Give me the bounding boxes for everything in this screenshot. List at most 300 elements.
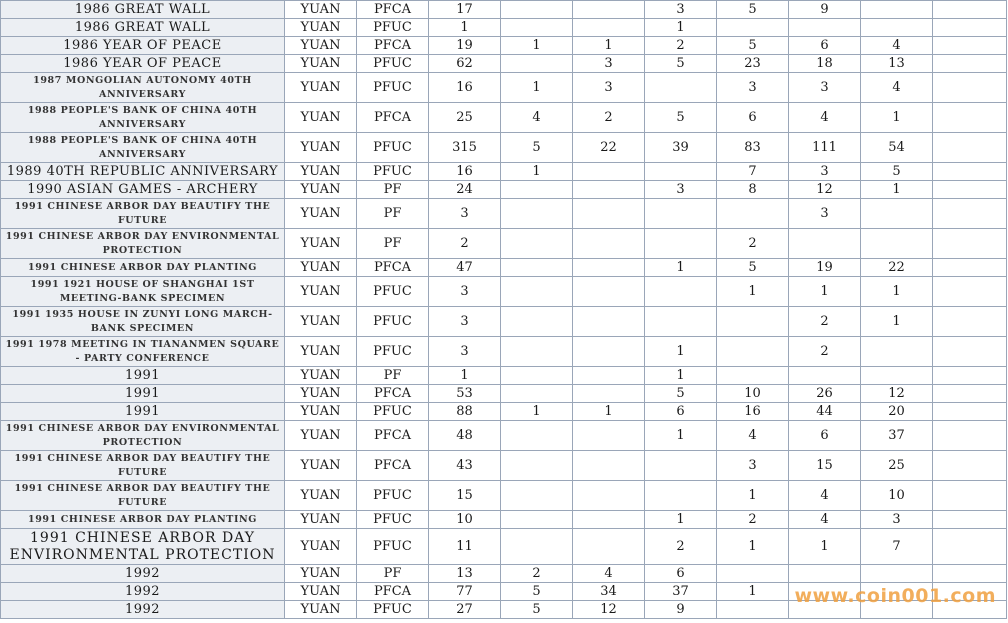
empty-cell bbox=[933, 481, 1007, 511]
cell-c2 bbox=[573, 421, 645, 451]
cell-c5: 4 bbox=[789, 481, 861, 511]
cell-c2 bbox=[573, 181, 645, 199]
cell-grade: PFCA bbox=[357, 1, 429, 19]
cell-unit: YUAN bbox=[285, 19, 357, 37]
cell-c5: 3 bbox=[789, 163, 861, 181]
cell-c5: 3 bbox=[789, 199, 861, 229]
cell-c6: 7 bbox=[861, 529, 933, 565]
coin-name-cell: 1986 GREAT WALL bbox=[1, 1, 285, 19]
cell-total: 25 bbox=[429, 103, 501, 133]
cell-c6: 3 bbox=[861, 511, 933, 529]
cell-unit: YUAN bbox=[285, 583, 357, 601]
cell-c6 bbox=[861, 367, 933, 385]
cell-c6: 1 bbox=[861, 103, 933, 133]
coin-name-cell: 1991 CHINESE ARBOR DAY PLANTING bbox=[1, 511, 285, 529]
cell-c1 bbox=[501, 19, 573, 37]
empty-cell bbox=[933, 19, 1007, 37]
coin-name-cell: 1988 PEOPLE'S BANK OF CHINA 40TH ANNIVERSARY bbox=[1, 133, 285, 163]
cell-c6: 1 bbox=[861, 307, 933, 337]
cell-total: 1 bbox=[429, 367, 501, 385]
cell-c2 bbox=[573, 451, 645, 481]
empty-cell bbox=[933, 511, 1007, 529]
cell-c3: 1 bbox=[645, 337, 717, 367]
cell-total: 24 bbox=[429, 181, 501, 199]
cell-c4 bbox=[717, 367, 789, 385]
cell-c1: 1 bbox=[501, 163, 573, 181]
cell-c2: 22 bbox=[573, 133, 645, 163]
cell-c6: 12 bbox=[861, 385, 933, 403]
empty-cell bbox=[933, 103, 1007, 133]
cell-c6: 37 bbox=[861, 421, 933, 451]
cell-total: 3 bbox=[429, 277, 501, 307]
cell-unit: YUAN bbox=[285, 37, 357, 55]
cell-c4: 1 bbox=[717, 529, 789, 565]
cell-c4: 7 bbox=[717, 163, 789, 181]
cell-c2 bbox=[573, 481, 645, 511]
cell-grade: PF bbox=[357, 181, 429, 199]
coin-name-cell: 1988 PEOPLE'S BANK OF CHINA 40TH ANNIVERSARY bbox=[1, 103, 285, 133]
cell-c2 bbox=[573, 163, 645, 181]
cell-c4: 5 bbox=[717, 1, 789, 19]
empty-cell bbox=[933, 529, 1007, 565]
cell-c2: 1 bbox=[573, 37, 645, 55]
cell-c3: 6 bbox=[645, 565, 717, 583]
cell-c2 bbox=[573, 277, 645, 307]
cell-c1: 1 bbox=[501, 403, 573, 421]
cell-unit: YUAN bbox=[285, 367, 357, 385]
cell-grade: PFCA bbox=[357, 259, 429, 277]
empty-cell bbox=[933, 451, 1007, 481]
cell-c5: 111 bbox=[789, 133, 861, 163]
empty-cell bbox=[933, 229, 1007, 259]
cell-c5: 4 bbox=[789, 511, 861, 529]
table-row bbox=[1, 181, 1007, 199]
cell-c5: 2 bbox=[789, 337, 861, 367]
cell-c1: 4 bbox=[501, 103, 573, 133]
cell-c2 bbox=[573, 511, 645, 529]
cell-grade: PFUC bbox=[357, 277, 429, 307]
cell-grade: PFUC bbox=[357, 73, 429, 103]
cell-unit: YUAN bbox=[285, 565, 357, 583]
cell-c4 bbox=[717, 337, 789, 367]
cell-c4: 1 bbox=[717, 481, 789, 511]
cell-c2: 1 bbox=[573, 403, 645, 421]
empty-cell bbox=[933, 199, 1007, 229]
cell-c3 bbox=[645, 451, 717, 481]
coin-name-cell: 1991 CHINESE ARBOR DAY BEAUTIFY THE FUTURE bbox=[1, 481, 285, 511]
cell-c1 bbox=[501, 529, 573, 565]
table-row bbox=[1, 199, 1007, 229]
cell-total: 43 bbox=[429, 451, 501, 481]
coin-name-cell: 1991 1978 MEETING IN TIANANMEN SQUARE - PARTY CONFERENCE bbox=[1, 337, 285, 367]
table-row bbox=[1, 277, 1007, 307]
cell-c5 bbox=[789, 367, 861, 385]
cell-grade: PF bbox=[357, 229, 429, 259]
cell-unit: YUAN bbox=[285, 199, 357, 229]
cell-c3: 6 bbox=[645, 403, 717, 421]
cell-total: 3 bbox=[429, 337, 501, 367]
cell-c3: 9 bbox=[645, 601, 717, 619]
cell-grade: PFUC bbox=[357, 55, 429, 73]
cell-c6 bbox=[861, 1, 933, 19]
cell-c1 bbox=[501, 307, 573, 337]
cell-total: 19 bbox=[429, 37, 501, 55]
cell-c5: 44 bbox=[789, 403, 861, 421]
cell-c6: 25 bbox=[861, 451, 933, 481]
table-row bbox=[1, 163, 1007, 181]
cell-c1 bbox=[501, 259, 573, 277]
cell-grade: PFUC bbox=[357, 337, 429, 367]
cell-c2: 4 bbox=[573, 565, 645, 583]
cell-c6 bbox=[861, 565, 933, 583]
cell-c2 bbox=[573, 199, 645, 229]
cell-c5: 2 bbox=[789, 307, 861, 337]
cell-total: 47 bbox=[429, 259, 501, 277]
cell-unit: YUAN bbox=[285, 481, 357, 511]
cell-c4 bbox=[717, 601, 789, 619]
empty-cell bbox=[933, 163, 1007, 181]
cell-c3: 1 bbox=[645, 421, 717, 451]
cell-c1 bbox=[501, 511, 573, 529]
cell-c3: 3 bbox=[645, 181, 717, 199]
cell-c3 bbox=[645, 229, 717, 259]
cell-c5: 6 bbox=[789, 37, 861, 55]
cell-grade: PFCA bbox=[357, 103, 429, 133]
cell-c1 bbox=[501, 421, 573, 451]
cell-c2 bbox=[573, 229, 645, 259]
cell-c2 bbox=[573, 1, 645, 19]
coin-name-cell: 1986 YEAR OF PEACE bbox=[1, 55, 285, 73]
cell-total: 62 bbox=[429, 55, 501, 73]
cell-c6: 5 bbox=[861, 163, 933, 181]
cell-unit: YUAN bbox=[285, 229, 357, 259]
empty-cell bbox=[933, 133, 1007, 163]
cell-c1: 1 bbox=[501, 37, 573, 55]
cell-c5: 6 bbox=[789, 421, 861, 451]
cell-c4: 6 bbox=[717, 103, 789, 133]
cell-c4 bbox=[717, 199, 789, 229]
cell-grade: PFUC bbox=[357, 163, 429, 181]
cell-c6: 54 bbox=[861, 133, 933, 163]
cell-total: 3 bbox=[429, 199, 501, 229]
table-row bbox=[1, 451, 1007, 481]
cell-c3 bbox=[645, 199, 717, 229]
table-row bbox=[1, 73, 1007, 103]
cell-c5: 3 bbox=[789, 73, 861, 103]
cell-c3: 2 bbox=[645, 529, 717, 565]
cell-c2 bbox=[573, 337, 645, 367]
cell-unit: YUAN bbox=[285, 337, 357, 367]
table-row bbox=[1, 229, 1007, 259]
cell-c4: 3 bbox=[717, 451, 789, 481]
cell-c3: 3 bbox=[645, 1, 717, 19]
cell-c1 bbox=[501, 277, 573, 307]
cell-c2 bbox=[573, 259, 645, 277]
table-row bbox=[1, 565, 1007, 583]
table-row bbox=[1, 1, 1007, 19]
coin-name-cell: 1991 1935 HOUSE IN ZUNYI LONG MARCH-BANK SPECIMEN bbox=[1, 307, 285, 337]
table-row bbox=[1, 55, 1007, 73]
cell-grade: PF bbox=[357, 565, 429, 583]
cell-grade: PFCA bbox=[357, 421, 429, 451]
table-row bbox=[1, 337, 1007, 367]
cell-c6 bbox=[861, 199, 933, 229]
empty-cell bbox=[933, 277, 1007, 307]
cell-unit: YUAN bbox=[285, 385, 357, 403]
cell-c5: 1 bbox=[789, 529, 861, 565]
cell-c2 bbox=[573, 307, 645, 337]
table-row bbox=[1, 529, 1007, 565]
cell-c1: 2 bbox=[501, 565, 573, 583]
table-row bbox=[1, 511, 1007, 529]
cell-unit: YUAN bbox=[285, 451, 357, 481]
coin-name-cell: 1991 CHINESE ARBOR DAY BEAUTIFY THE FUTURE bbox=[1, 199, 285, 229]
cell-c3: 1 bbox=[645, 259, 717, 277]
cell-unit: YUAN bbox=[285, 421, 357, 451]
empty-cell bbox=[933, 259, 1007, 277]
cell-unit: YUAN bbox=[285, 277, 357, 307]
cell-c5: 26 bbox=[789, 385, 861, 403]
cell-unit: YUAN bbox=[285, 163, 357, 181]
cell-total: 48 bbox=[429, 421, 501, 451]
coin-name-cell: 1991 bbox=[1, 367, 285, 385]
cell-unit: YUAN bbox=[285, 73, 357, 103]
cell-c6: 1 bbox=[861, 181, 933, 199]
coin-name-cell: 1987 MONGOLIAN AUTONOMY 40TH ANNIVERSARY bbox=[1, 73, 285, 103]
cell-c4: 1 bbox=[717, 583, 789, 601]
cell-c3 bbox=[645, 481, 717, 511]
cell-unit: YUAN bbox=[285, 259, 357, 277]
cell-c6: 22 bbox=[861, 259, 933, 277]
table-row bbox=[1, 37, 1007, 55]
cell-c4: 10 bbox=[717, 385, 789, 403]
empty-cell bbox=[933, 403, 1007, 421]
cell-grade: PFUC bbox=[357, 403, 429, 421]
cell-total: 11 bbox=[429, 529, 501, 565]
cell-unit: YUAN bbox=[285, 133, 357, 163]
cell-c6 bbox=[861, 337, 933, 367]
cell-c6: 10 bbox=[861, 481, 933, 511]
coin-name-cell: 1992 bbox=[1, 583, 285, 601]
cell-c1 bbox=[501, 199, 573, 229]
empty-cell bbox=[933, 307, 1007, 337]
coin-name-cell: 1991 CHINESE ARBOR DAY BEAUTIFY THE FUTURE bbox=[1, 451, 285, 481]
empty-cell bbox=[933, 37, 1007, 55]
cell-total: 88 bbox=[429, 403, 501, 421]
coin-name-cell: 1991 bbox=[1, 385, 285, 403]
cell-total: 53 bbox=[429, 385, 501, 403]
cell-c6: 20 bbox=[861, 403, 933, 421]
table-body bbox=[1, 1, 1007, 619]
cell-c4: 4 bbox=[717, 421, 789, 451]
table-row bbox=[1, 133, 1007, 163]
cell-c1: 5 bbox=[501, 133, 573, 163]
cell-unit: YUAN bbox=[285, 181, 357, 199]
cell-grade: PFUC bbox=[357, 601, 429, 619]
cell-c3 bbox=[645, 73, 717, 103]
cell-total: 16 bbox=[429, 163, 501, 181]
cell-c4: 1 bbox=[717, 277, 789, 307]
cell-c4 bbox=[717, 307, 789, 337]
cell-c1 bbox=[501, 229, 573, 259]
cell-c3: 5 bbox=[645, 385, 717, 403]
cell-c4: 23 bbox=[717, 55, 789, 73]
cell-c1 bbox=[501, 385, 573, 403]
coin-name-cell: 1991 bbox=[1, 403, 285, 421]
empty-cell bbox=[933, 565, 1007, 583]
cell-c4 bbox=[717, 19, 789, 37]
coin-name-cell: 1991 CHINESE ARBOR DAY ENVIRONMENTAL PROTECTION bbox=[1, 229, 285, 259]
table-row bbox=[1, 259, 1007, 277]
cell-total: 10 bbox=[429, 511, 501, 529]
cell-unit: YUAN bbox=[285, 103, 357, 133]
cell-c2: 2 bbox=[573, 103, 645, 133]
cell-c1: 5 bbox=[501, 583, 573, 601]
cell-c1 bbox=[501, 55, 573, 73]
cell-c3: 37 bbox=[645, 583, 717, 601]
cell-grade: PFUC bbox=[357, 19, 429, 37]
cell-c3: 2 bbox=[645, 37, 717, 55]
cell-unit: YUAN bbox=[285, 529, 357, 565]
cell-total: 27 bbox=[429, 601, 501, 619]
coin-name-cell: 1992 bbox=[1, 565, 285, 583]
watermark: www.coin001.com bbox=[794, 585, 996, 607]
cell-total: 16 bbox=[429, 73, 501, 103]
empty-cell bbox=[933, 385, 1007, 403]
table-row bbox=[1, 307, 1007, 337]
cell-c1 bbox=[501, 1, 573, 19]
coin-name-cell: 1986 YEAR OF PEACE bbox=[1, 37, 285, 55]
cell-c2: 3 bbox=[573, 73, 645, 103]
cell-c4: 2 bbox=[717, 511, 789, 529]
cell-grade: PFUC bbox=[357, 481, 429, 511]
cell-c5 bbox=[789, 229, 861, 259]
cell-c6: 4 bbox=[861, 37, 933, 55]
cell-c4 bbox=[717, 565, 789, 583]
coin-name-cell: 1991 CHINESE ARBOR DAY ENVIRONMENTAL PROTECTION bbox=[1, 529, 285, 565]
cell-unit: YUAN bbox=[285, 55, 357, 73]
cell-grade: PFUC bbox=[357, 133, 429, 163]
cell-c6 bbox=[861, 19, 933, 37]
cell-c2 bbox=[573, 529, 645, 565]
cell-grade: PF bbox=[357, 367, 429, 385]
cell-c2: 34 bbox=[573, 583, 645, 601]
cell-total: 17 bbox=[429, 1, 501, 19]
table-row bbox=[1, 481, 1007, 511]
cell-grade: PFCA bbox=[357, 451, 429, 481]
table-row bbox=[1, 403, 1007, 421]
cell-c1: 1 bbox=[501, 73, 573, 103]
cell-c2 bbox=[573, 367, 645, 385]
table-row bbox=[1, 367, 1007, 385]
empty-cell bbox=[933, 55, 1007, 73]
cell-grade: PFUC bbox=[357, 511, 429, 529]
cell-c1 bbox=[501, 451, 573, 481]
cell-c3: 1 bbox=[645, 367, 717, 385]
coin-name-cell: 1991 CHINESE ARBOR DAY PLANTING bbox=[1, 259, 285, 277]
cell-c1 bbox=[501, 337, 573, 367]
cell-grade: PFCA bbox=[357, 583, 429, 601]
cell-total: 1 bbox=[429, 19, 501, 37]
cell-c6: 13 bbox=[861, 55, 933, 73]
cell-c2: 3 bbox=[573, 55, 645, 73]
cell-c6: 1 bbox=[861, 277, 933, 307]
cell-c3: 39 bbox=[645, 133, 717, 163]
empty-cell bbox=[933, 367, 1007, 385]
cell-c4: 16 bbox=[717, 403, 789, 421]
coin-name-cell: 1991 1921 HOUSE OF SHANGHAI 1ST MEETING-BANK SPECIMEN bbox=[1, 277, 285, 307]
cell-c5: 18 bbox=[789, 55, 861, 73]
cell-c6 bbox=[861, 229, 933, 259]
coin-name-cell: 1991 CHINESE ARBOR DAY ENVIRONMENTAL PROTECTION bbox=[1, 421, 285, 451]
cell-unit: YUAN bbox=[285, 601, 357, 619]
cell-total: 13 bbox=[429, 565, 501, 583]
cell-c4: 5 bbox=[717, 37, 789, 55]
cell-c1 bbox=[501, 181, 573, 199]
table-row bbox=[1, 103, 1007, 133]
cell-unit: YUAN bbox=[285, 307, 357, 337]
cell-c3: 5 bbox=[645, 55, 717, 73]
coin-name-cell: 1990 ASIAN GAMES - ARCHERY bbox=[1, 181, 285, 199]
cell-c3: 1 bbox=[645, 19, 717, 37]
cell-c2 bbox=[573, 19, 645, 37]
cell-c2 bbox=[573, 385, 645, 403]
cell-c5 bbox=[789, 565, 861, 583]
cell-c4: 3 bbox=[717, 73, 789, 103]
cell-c5: 1 bbox=[789, 277, 861, 307]
cell-c5 bbox=[789, 19, 861, 37]
cell-total: 3 bbox=[429, 307, 501, 337]
cell-grade: PFUC bbox=[357, 529, 429, 565]
cell-total: 315 bbox=[429, 133, 501, 163]
cell-c1: 5 bbox=[501, 601, 573, 619]
empty-cell bbox=[933, 421, 1007, 451]
cell-c5: 4 bbox=[789, 103, 861, 133]
table-row bbox=[1, 421, 1007, 451]
cell-c3 bbox=[645, 307, 717, 337]
cell-unit: YUAN bbox=[285, 403, 357, 421]
cell-grade: PFUC bbox=[357, 307, 429, 337]
cell-c5: 12 bbox=[789, 181, 861, 199]
coin-name-cell: 1986 GREAT WALL bbox=[1, 19, 285, 37]
cell-grade: PFCA bbox=[357, 385, 429, 403]
empty-cell bbox=[933, 337, 1007, 367]
cell-unit: YUAN bbox=[285, 1, 357, 19]
cell-c3 bbox=[645, 163, 717, 181]
empty-cell bbox=[933, 1, 1007, 19]
cell-c6: 4 bbox=[861, 73, 933, 103]
cell-c1 bbox=[501, 367, 573, 385]
cell-total: 77 bbox=[429, 583, 501, 601]
table-row bbox=[1, 385, 1007, 403]
cell-total: 2 bbox=[429, 229, 501, 259]
cell-c4: 8 bbox=[717, 181, 789, 199]
cell-grade: PF bbox=[357, 199, 429, 229]
table-row bbox=[1, 19, 1007, 37]
cell-grade: PFCA bbox=[357, 37, 429, 55]
cell-total: 15 bbox=[429, 481, 501, 511]
coin-name-cell: 1989 40TH REPUBLIC ANNIVERSARY bbox=[1, 163, 285, 181]
empty-cell bbox=[933, 181, 1007, 199]
cell-c4: 83 bbox=[717, 133, 789, 163]
cell-c5: 9 bbox=[789, 1, 861, 19]
cell-c3 bbox=[645, 277, 717, 307]
cell-c5: 15 bbox=[789, 451, 861, 481]
cell-c3: 1 bbox=[645, 511, 717, 529]
cell-c4: 2 bbox=[717, 229, 789, 259]
cell-c2: 12 bbox=[573, 601, 645, 619]
cell-c4: 5 bbox=[717, 259, 789, 277]
